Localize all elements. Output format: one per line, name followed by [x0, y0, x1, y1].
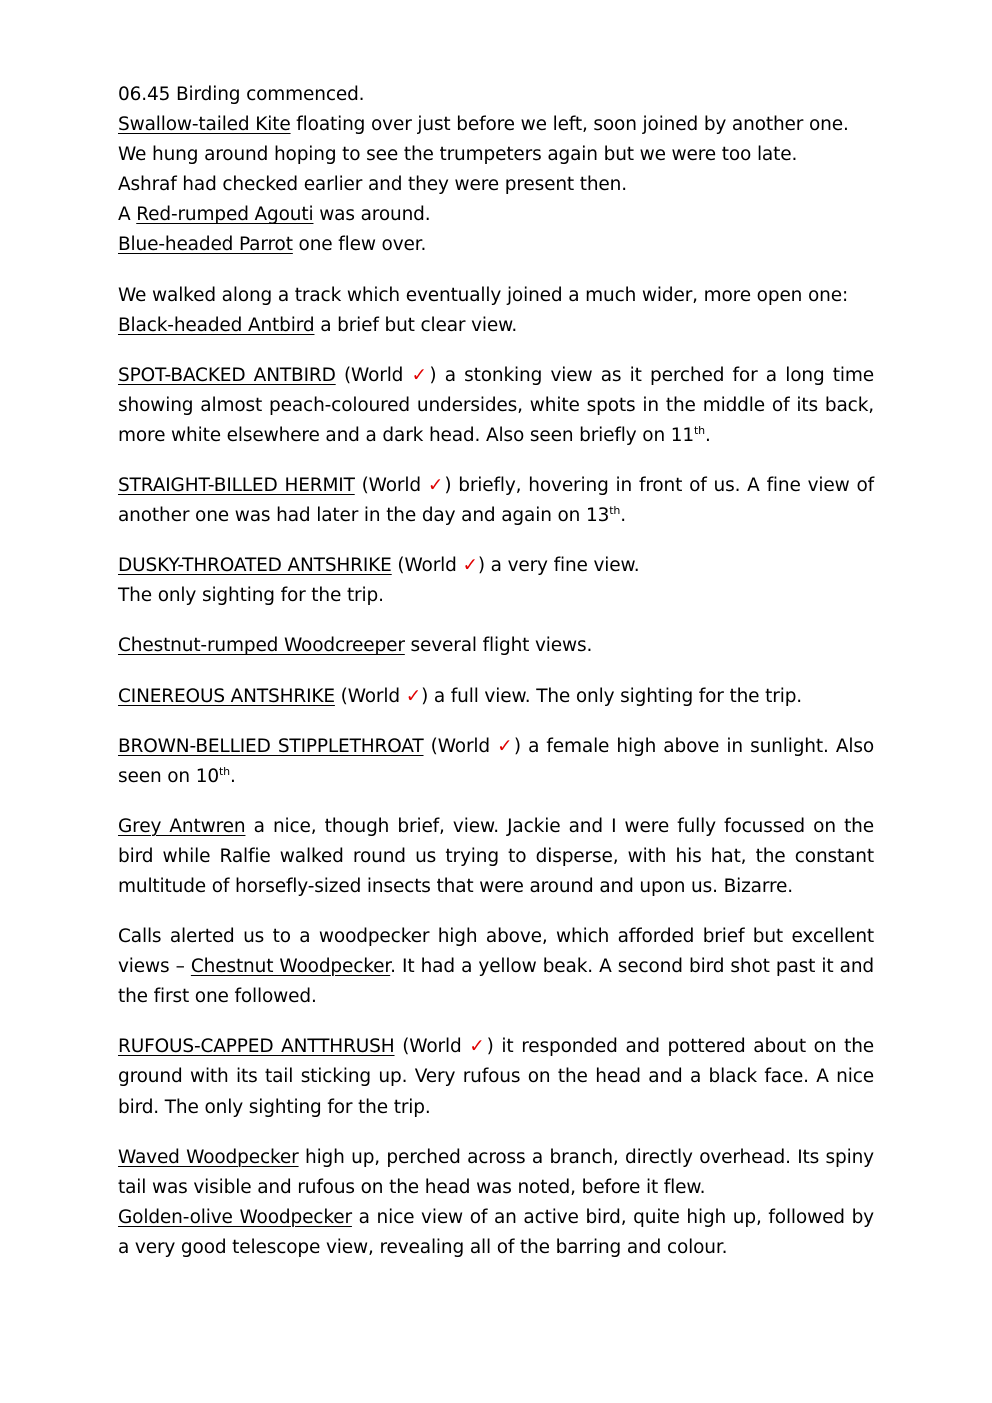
paragraph-chestnut-rumped-woodcreeper: Chestnut-rumped Woodcreeper several flight views.	[118, 635, 593, 657]
species-chestnut-woodpecker: Chestnut Woodpecker	[190, 956, 391, 978]
text-line: Swallow-tailed Kite floating over just before we left, soon joined by another one.	[118, 114, 849, 136]
tick-icon: ✓	[469, 1036, 487, 1058]
tick-icon: ✓	[411, 364, 430, 386]
text-line: Blue-headed Parrot one flew over.	[118, 234, 427, 256]
species-spot-backed-antbird: SPOT-BACKED ANTBIRD	[118, 364, 336, 386]
species-brown-bellied-stipplethroat: BROWN-BELLIED STIPPLETHROAT	[118, 735, 424, 757]
ordinal-suffix: th	[609, 504, 621, 518]
paragraph-morning	[118, 80, 874, 261]
paragraph-spot-backed-antbird: SPOT-BACKED ANTBIRD (World ✓) a stonking view as it perched for a long time showing almost peach-coloured undersides, white spots in the middle of its back, more white elsewhere and a dark head. Also seen briefly on 11th.	[118, 364, 874, 446]
paragraph-dusky-throated-antshrike	[118, 551, 874, 611]
species-swallow-tailed-kite: Swallow-tailed Kite	[118, 114, 291, 136]
text-line: DUSKY-THROATED ANTSHRIKE (World ✓) a very fine view.	[118, 555, 640, 577]
ordinal-suffix: th	[218, 764, 230, 778]
species-waved-woodpecker: Waved Woodpecker	[118, 1146, 299, 1168]
ordinal-suffix: th	[694, 423, 705, 437]
species-chestnut-rumped-woodcreeper: Chestnut-rumped Woodcreeper	[118, 635, 405, 657]
text-line: Ashraf had checked earlier and they were present then.	[118, 174, 627, 196]
species-cinereous-antshrike: CINEREOUS ANTSHRIKE	[118, 685, 335, 707]
species-blue-headed-parrot: Blue-headed Parrot	[118, 234, 293, 256]
text-line: The only sighting for the trip.	[118, 585, 384, 607]
paragraph-straight-billed-hermit: STRAIGHT-BILLED HERMIT (World ✓) briefly, hovering in front of us. A fine view of another one was had later in the day and again on 13th.	[118, 475, 875, 527]
species-dusky-throated-antshrike: DUSKY-THROATED ANTSHRIKE	[118, 555, 392, 577]
species-straight-billed-hermit: STRAIGHT-BILLED HERMIT	[118, 475, 355, 497]
paragraph-rufous-capped-antthrush: RUFOUS-CAPPED ANTTHRUSH (World ✓) it responded and pottered about on the ground with its tail sticking up. Very rufous on the head and a black face. A nice bird. The only sighting for the trip.	[118, 1036, 875, 1118]
species-golden-olive-woodpecker: Golden-olive Woodpecker	[118, 1206, 352, 1228]
text-block: Golden-olive Woodpecker a nice view of an active bird, quite high up, followed by a very good telescope view, revealing all of the barring and colour.	[118, 1206, 874, 1258]
text-line: We hung around hoping to see the trumpeters again but we were too late.	[118, 144, 798, 166]
paragraph-brown-bellied-stipplethroat: BROWN-BELLIED STIPPLETHROAT (World ✓) a female high above in sunlight. Also seen on 10th.	[118, 735, 875, 787]
species-rufous-capped-antthrush: RUFOUS-CAPPED ANTTHRUSH	[118, 1036, 395, 1058]
text-line: 06.45 Birding commenced.	[118, 84, 365, 105]
paragraph-track	[118, 281, 874, 341]
tick-icon: ✓	[497, 735, 514, 757]
tick-icon: ✓	[427, 475, 445, 497]
paragraph-grey-antwren: Grey Antwren a nice, though brief, view. Jackie and I were fully focussed on the bird while Ralfie walked round us trying to disperse, with his hat, the constant multitude of horsefly-sized insects that were around and upon us. Bizarre.	[118, 815, 874, 897]
text-block: Waved Woodpecker high up, perched across a branch, directly overhead. Its spiny tail was visible and rufous on the head was noted, before it flew.	[118, 1146, 874, 1198]
species-grey-antwren: Grey Antwren	[118, 815, 246, 837]
species-red-rumped-agouti: Red-rumped Agouti	[136, 204, 314, 226]
text-line: We walked along a track which eventually joined a much wider, more open one:	[118, 284, 849, 306]
paragraph-chestnut-woodpecker: Calls alerted us to a woodpecker high above, which afforded brief but excellent views – Chestnut Woodpecker. It had a yellow beak. A second bird shot past it and the first one followed.	[118, 926, 874, 1008]
tick-icon: ✓	[462, 555, 478, 577]
tick-icon: ✓	[405, 685, 422, 707]
paragraph-cinereous-antshrike: CINEREOUS ANTSHRIKE (World ✓) a full view. The only sighting for the trip.	[118, 685, 803, 707]
text-line: A Red-rumped Agouti was around.	[118, 204, 431, 226]
text-line: Black-headed Antbird a brief but clear view.	[118, 314, 518, 336]
species-black-headed-antbird: Black-headed Antbird	[118, 314, 315, 336]
paragraph-woodpeckers	[118, 1143, 874, 1263]
document-page	[118, 80, 874, 1283]
